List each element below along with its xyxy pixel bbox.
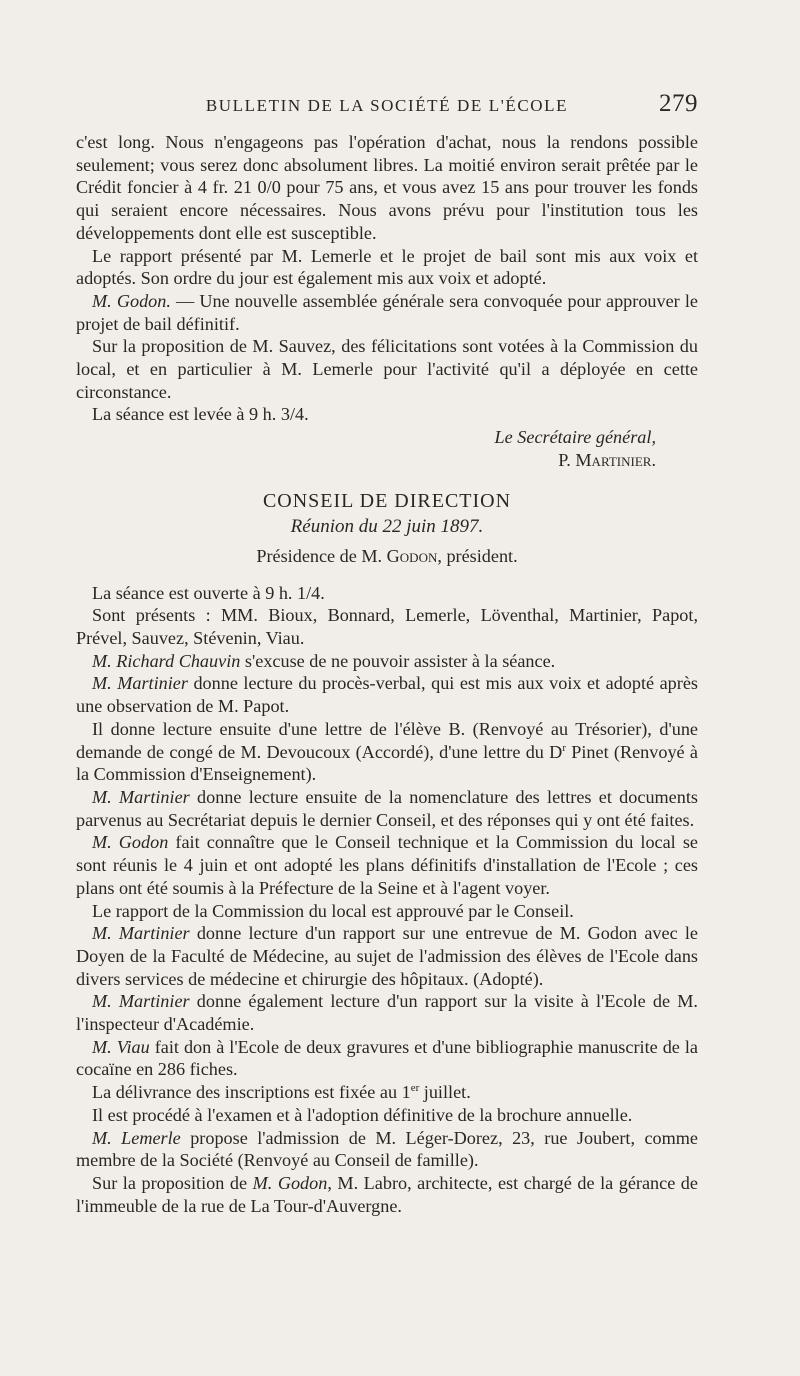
paragraph: Sont présents : MM. Bioux, Bonnard, Lemerle, Löventhal, Martinier, Papot, Prével, Sauvez, Stévenin, Viau.: [76, 605, 698, 649]
paragraph: Sur la proposition de M. Godon, M. Labro, architecte, est chargé de la gérance de l'immeuble de la rue de La Tour-d'Auvergne.: [76, 1172, 698, 1216]
paragraph: Sur la proposition de M. Sauvez, des félicitations sont votées à la Commission du local, et en particulier à M. Lemerle pour l'activité qu'il a déployée en cette circonstance.: [76, 336, 698, 402]
running-head: [76, 92, 698, 122]
paragraph: La séance est ouverte à 9 h. 1/4.: [92, 582, 325, 603]
paragraph: c'est long. Nous n'engageons pas l'opération d'achat, nous la rendons possible seulement; vous serez donc absolument libres. La moitié environ serait prêtée par le Crédit foncier à 4 fr. 21 0/0 pour 75 ans, et vous avez 15 ans pour trouver les fonds qui seraient encore nécessaires. Nous avons prévu pour l'institution tous les développements dont elle est susceptible.: [76, 132, 698, 243]
paragraph: M. Martinier donne lecture d'un rapport sur une entrevue de M. Godon avec le Doyen de la Faculté de Médecine, au sujet de l'admission des élèves de l'Ecole dans divers services de médecine et chirurgie des hôpitaux. (Adopté).: [76, 923, 698, 989]
speaker-name: M. Godon: [92, 832, 169, 853]
signature-name: P. Martinier.: [558, 449, 656, 470]
paragraph: M. Martinier donne lecture du procès-verbal, qui est mis aux voix et adopté après une observation de M. Papot.: [76, 673, 698, 717]
paragraph: La séance est levée à 9 h. 3/4.: [92, 404, 309, 425]
paragraph: M. Martinier donne également lecture d'un rapport sur la visite à l'Ecole de M. l'inspecteur d'Académie.: [76, 991, 698, 1035]
speaker-name: M. Godon.: [92, 290, 171, 311]
section-presidence: Présidence de M. Godon, président.: [256, 545, 518, 566]
speaker-name: M. Viau: [92, 1036, 150, 1057]
paragraph: M. Godon fait connaître que le Conseil technique et la Commission du local se sont réunis le 4 juin et ont adopté les plans définitifs d'installation de l'Ecole ; ces plans ont été soumis à la Préfecture de la Seine et à l'agent voyer.: [76, 832, 698, 898]
signature-title: Le Secrétaire général,: [494, 427, 656, 448]
speaker-name: M. Martinier: [92, 786, 190, 807]
running-title: BULLETIN DE LA SOCIÉTÉ DE L'ÉCOLE: [205, 96, 569, 115]
paragraph: Le rapport de la Commission du local est approuvé par le Conseil.: [92, 900, 574, 921]
speaker-name: M. Lemerle: [92, 1127, 181, 1148]
speaker-name: M. Martinier: [92, 673, 188, 694]
speaker-name: M. Martinier: [92, 991, 190, 1012]
section-title: CONSEIL DE DIRECTION: [262, 489, 512, 512]
paragraph: M. Viau fait don à l'Ecole de deux gravures et d'une bibliographie manuscrite de la cocaïne en 286 fiches.: [76, 1036, 698, 1080]
paragraph: Il donne lecture ensuite d'une lettre de l'élève B. (Renvoyé au Trésorier), d'une demande de congé de M. Devoucoux (Accordé), d'une lettre du $D^r$ Pinet (Renvoyé à la Commission d'Enseignement).: [76, 718, 698, 785]
speaker-name: M. Richard Chauvin: [92, 650, 241, 671]
paragraph: Le rapport présenté par M. Lemerle et le projet de bail sont mis aux voix et adoptés. Son ordre du jour est également mis aux voix et adopté.: [76, 245, 698, 289]
paragraph: [76, 290, 698, 335]
paragraph: M. Martinier donne lecture ensuite de la nomenclature des lettres et documents parvenus au Secrétariat depuis le dernier Conseil, et des réponses qui y ont été faites.: [76, 786, 698, 830]
section-date: Réunion du 22 juin 1897.: [290, 516, 484, 538]
speaker-name: M. Godon: [252, 1172, 328, 1193]
body-text: [76, 131, 698, 1217]
speaker-name: M. Martinier: [92, 923, 190, 944]
paragraph: La délivrance des inscriptions est fixée au 1er juillet.: [92, 1082, 471, 1103]
paragraph: Il est procédé à l'examen et à l'adoption définitive de la brochure annuelle.: [92, 1104, 633, 1125]
paragraph-text: — Une nouvelle assemblée générale sera convoquée pour approuver le projet de bail définitif.: [76, 290, 698, 334]
page-number: 279: [659, 90, 698, 117]
paragraph: M. Richard Chauvin s'excuse de ne pouvoir assister à la séance.: [92, 650, 556, 671]
paragraph: M. Lemerle propose l'admission de M. Léger-Dorez, 23, rue Joubert, comme membre de la Société (Renvoyé au Conseil de famille).: [76, 1127, 698, 1171]
